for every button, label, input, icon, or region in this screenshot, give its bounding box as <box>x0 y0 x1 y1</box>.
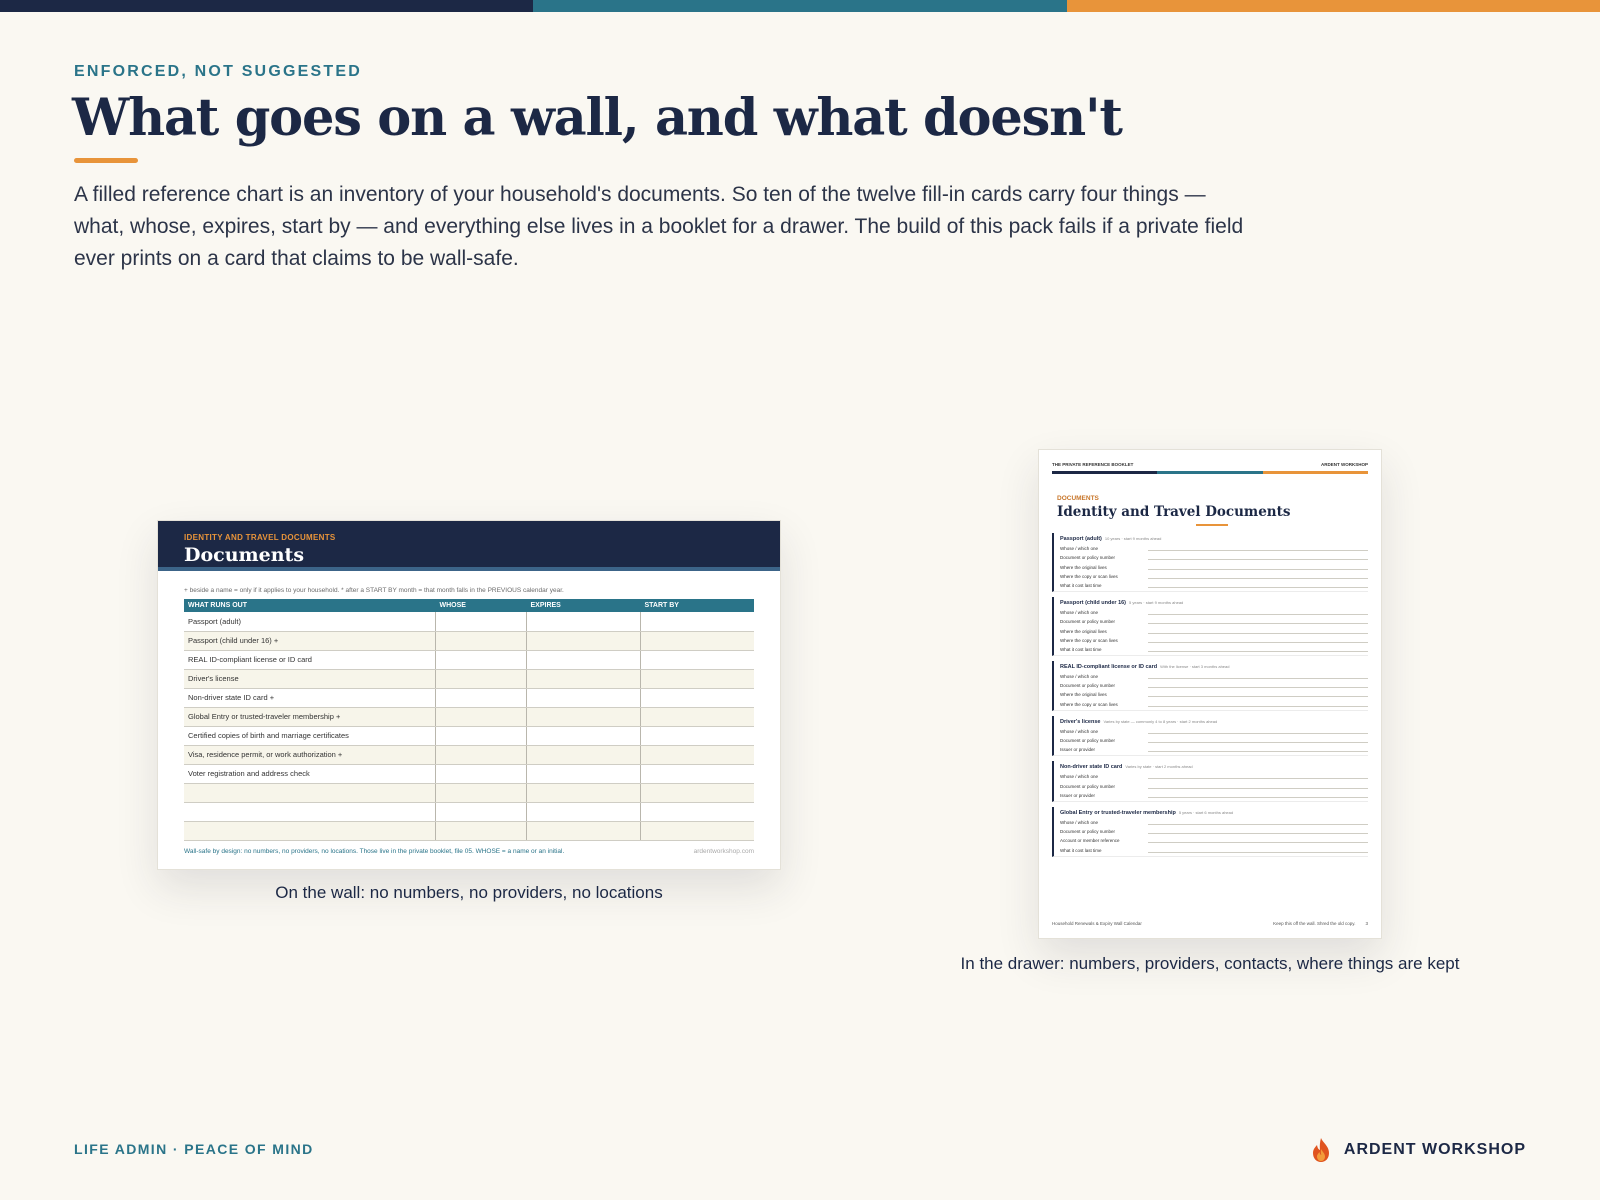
fill-in-cell <box>526 631 640 650</box>
booklet-field-label: Document or policy number <box>1060 829 1116 835</box>
flame-icon <box>1310 1137 1332 1163</box>
booklet-section-meta: 5 years · start 6 months ahead <box>1178 809 1234 815</box>
fill-in-cell <box>435 631 526 650</box>
fill-in-cell <box>640 726 754 745</box>
fill-in-cell <box>435 669 526 688</box>
booklet-field-row <box>1060 825 1368 834</box>
booklet-section <box>1052 761 1368 802</box>
fill-in-cell <box>640 631 754 650</box>
fill-in-cell <box>435 783 526 802</box>
row-label-cell: Non-driver state ID card + <box>184 688 435 707</box>
fill-in-cell <box>640 688 754 707</box>
booklet-field-line <box>1148 794 1368 798</box>
table-row <box>184 650 754 669</box>
booklet-field-label: Whose / which one <box>1060 546 1099 552</box>
booklet-field-label: Account or member reference <box>1060 838 1120 844</box>
fill-in-cell <box>640 821 754 840</box>
booklet-header <box>1039 450 1381 467</box>
booklet-header-left: THE PRIVATE REFERENCE BOOKLET <box>1052 462 1134 467</box>
booklet-field-row <box>1060 579 1368 588</box>
booklet-field-row <box>1060 779 1368 788</box>
row-label-cell: Visa, residence permit, or work authorization + <box>184 745 435 764</box>
booklet-field-line <box>1148 566 1368 570</box>
booklet-field-line <box>1148 611 1368 615</box>
booklet-field-row <box>1060 570 1368 579</box>
column-header: WHOSE <box>435 599 526 612</box>
fill-in-cell <box>526 650 640 669</box>
footer-brand-name: ARDENT WORKSHOP <box>1343 1141 1526 1158</box>
fill-in-cell <box>640 802 754 821</box>
booklet-field-row <box>1060 634 1368 643</box>
booklet-field-label: Document or policy number <box>1060 738 1116 743</box>
booklet-section <box>1052 716 1368 757</box>
row-label-cell: Passport (adult) <box>184 612 435 631</box>
footer-brand <box>1310 1137 1526 1163</box>
booklet-field-label: Document or policy number <box>1060 555 1116 561</box>
wall-card-table-body <box>184 612 754 840</box>
booklet-footer-left: Household Renewals & Expiry Wall Calendar <box>1052 921 1142 926</box>
table-row <box>184 669 754 688</box>
booklet-bar-orange <box>1263 471 1368 474</box>
fill-in-cell <box>435 764 526 783</box>
booklet-color-bar <box>1052 471 1368 474</box>
table-row <box>184 745 754 764</box>
booklet-bar-teal <box>1157 471 1262 474</box>
table-header-row <box>184 599 754 612</box>
booklet-field-line <box>1148 648 1368 652</box>
booklet-field-line <box>1148 703 1368 707</box>
wall-card-footer <box>184 848 754 855</box>
booklet-field-row <box>1060 770 1368 779</box>
table-row <box>184 688 754 707</box>
booklet-field-label: Issuer or provider <box>1060 792 1096 798</box>
booklet-field-label: Where the original lives <box>1060 564 1107 570</box>
booklet-field-row <box>1060 834 1368 843</box>
table-row <box>184 783 754 802</box>
booklet-field-row <box>1060 551 1368 560</box>
fill-in-cell <box>640 612 754 631</box>
booklet-section-meta: Varies by state — commonly 4 to 8 years · start 2 months ahead <box>1103 718 1218 724</box>
top-bar-teal <box>533 0 1066 12</box>
table-row <box>184 612 754 631</box>
booklet-field-label: Document or policy number <box>1060 683 1116 689</box>
booklet-section <box>1052 533 1368 592</box>
footer-tagline: LIFE ADMIN · PEACE OF MIND <box>74 1141 314 1157</box>
column-header: EXPIRES <box>526 599 640 612</box>
booklet-header-right: ARDENT WORKSHOP <box>1321 462 1368 467</box>
booklet-field-row <box>1060 670 1368 679</box>
booklet-field-label: Where the copy or scan lives <box>1060 637 1118 643</box>
booklet-field-label: Where the copy or scan lives <box>1060 701 1118 707</box>
booklet-field-line <box>1148 785 1368 789</box>
booklet-field-line <box>1148 584 1368 588</box>
booklet-field-row <box>1060 624 1368 633</box>
fill-in-cell <box>640 764 754 783</box>
booklet-field-line <box>1148 620 1368 624</box>
fill-in-cell <box>526 802 640 821</box>
wall-card-footer-note: Wall-safe by design: no numbers, no providers, no locations. Those live in the private booklet, file 05. WHOSE = a name or an initial. <box>184 848 565 855</box>
fill-in-cell <box>526 612 640 631</box>
booklet-section-title: Global Entry or trusted-traveler membership <box>1060 809 1176 816</box>
table-row <box>184 726 754 745</box>
row-label-cell: Driver's license <box>184 669 435 688</box>
booklet-field-row <box>1060 789 1368 798</box>
booklet-field-line <box>1148 748 1368 752</box>
booklet-footer <box>1052 921 1368 926</box>
row-label-cell: Global Entry or trusted-traveler membership + <box>184 707 435 726</box>
fill-in-cell <box>640 650 754 669</box>
table-row <box>184 802 754 821</box>
fill-in-cell <box>435 745 526 764</box>
title-underline <box>74 158 138 163</box>
booklet-field-line <box>1148 675 1368 679</box>
booklet-field-line <box>1148 684 1368 688</box>
wall-card-title: Documents <box>184 544 305 566</box>
booklet-field-row <box>1060 679 1368 688</box>
booklet-page-preview <box>1038 449 1382 939</box>
fill-in-cell <box>526 764 640 783</box>
column-header: WHAT RUNS OUT <box>184 599 435 612</box>
booklet-field-line <box>1148 630 1368 634</box>
fill-in-cell <box>640 745 754 764</box>
booklet-field-label: What it cost last time <box>1060 847 1102 853</box>
booklet-bar-navy <box>1052 471 1157 474</box>
booklet-section-meta: Varies by state · start 2 months ahead <box>1125 764 1193 770</box>
booklet-field-line <box>1148 639 1368 643</box>
wall-card-table <box>184 599 754 841</box>
fill-in-cell <box>640 669 754 688</box>
fill-in-cell <box>526 707 640 726</box>
wall-card-preview <box>157 520 781 870</box>
booklet-field-label: Whose / which one <box>1060 728 1099 734</box>
wall-card-caption: On the wall: no numbers, no providers, no locations <box>275 883 663 902</box>
fill-in-cell <box>435 612 526 631</box>
booklet-field-line <box>1148 830 1368 834</box>
row-label-cell: Passport (child under 16) + <box>184 631 435 650</box>
top-bar-navy <box>0 0 533 12</box>
wall-card-note: + beside a name = only if it applies to your household. * after a START BY month = that month falls in the PREVIOUS calendar year. <box>184 587 564 594</box>
booklet-section <box>1052 661 1368 711</box>
booklet-caption-text: In the drawer: numbers, providers, contacts, where things are kept <box>960 954 1460 973</box>
booklet-field-label: Document or policy number <box>1060 619 1116 625</box>
booklet-section <box>1052 597 1368 656</box>
fill-in-cell <box>435 707 526 726</box>
booklet-field-line <box>1148 556 1368 560</box>
booklet-title: Identity and Travel Documents <box>1057 504 1291 520</box>
fill-in-cell <box>640 707 754 726</box>
booklet-section-meta: 5 years · start 9 months ahead <box>1129 599 1184 605</box>
fill-in-cell <box>435 821 526 840</box>
fill-in-cell <box>435 726 526 745</box>
booklet-field-label: Document or policy number <box>1060 783 1116 789</box>
booklet-field-line <box>1148 821 1368 825</box>
booklet-field-row <box>1060 743 1368 752</box>
lede-paragraph: A filled reference chart is an inventory of your household's documents. So ten of the twelve fill-in cards carry four things — what, whose, expires, start by — and everything else lives in a booklet for a drawer. The build of this pack fails if a private field ever prints on a card that claims to be wall-safe. <box>74 183 1244 270</box>
fill-in-cell <box>526 821 640 840</box>
row-label-cell: Certified copies of birth and marriage certificates <box>184 726 435 745</box>
booklet-field-line <box>1148 739 1368 743</box>
booklet-field-line <box>1148 575 1368 579</box>
booklet-footer-right: Keep this off the wall. Shred the old copy. <box>1273 921 1356 926</box>
wall-card-eyebrow: IDENTITY AND TRAVEL DOCUMENTS <box>184 533 336 542</box>
wall-card-footer-site: ardentworkshop.com <box>693 848 754 855</box>
fill-in-cell <box>526 745 640 764</box>
booklet-field-line <box>1148 693 1368 697</box>
top-color-bar <box>0 0 1600 12</box>
fill-in-cell <box>435 688 526 707</box>
eyebrow: ENFORCED, NOT SUGGESTED <box>74 63 362 80</box>
booklet-field-row <box>1060 734 1368 743</box>
booklet-field-label: Where the original lives <box>1060 628 1107 634</box>
booklet-field-row <box>1060 615 1368 624</box>
booklet-field-row <box>1060 843 1368 852</box>
row-label-cell <box>184 821 435 840</box>
booklet-field-line <box>1148 839 1368 843</box>
top-bar-orange <box>1067 0 1600 12</box>
booklet-title-underline <box>1196 524 1228 526</box>
booklet-section-meta: With the license · start 3 months ahead <box>1160 663 1230 669</box>
booklet-field-label: Whose / which one <box>1060 819 1099 825</box>
fill-in-cell <box>435 802 526 821</box>
booklet-field-row <box>1060 697 1368 706</box>
booklet-section-title: Passport (adult) <box>1060 536 1102 542</box>
booklet-field-label: Whose / which one <box>1060 774 1099 780</box>
booklet-field-label: Whose / which one <box>1060 674 1099 680</box>
booklet-field-label: Where the original lives <box>1060 692 1107 698</box>
fill-in-cell <box>526 688 640 707</box>
booklet-caption <box>960 954 1460 974</box>
page-title: What goes on a wall, and what doesn't <box>72 88 1122 148</box>
booklet-field-row <box>1060 542 1368 551</box>
booklet-field-row <box>1060 688 1368 697</box>
booklet-field-label: Issuer or provider <box>1060 747 1096 753</box>
table-row <box>184 707 754 726</box>
booklet-eyebrow: DOCUMENTS <box>1057 495 1099 502</box>
wall-card-header <box>158 521 780 571</box>
booklet-section-title: REAL ID-compliant license or ID card <box>1060 663 1158 670</box>
booklet-field-line <box>1148 775 1368 779</box>
booklet-field-row <box>1060 606 1368 615</box>
fill-in-cell <box>435 650 526 669</box>
fill-in-cell <box>526 669 640 688</box>
booklet-field-row <box>1060 816 1368 825</box>
booklet-field-label: Whose / which one <box>1060 610 1099 616</box>
booklet-field-label: What it cost last time <box>1060 582 1102 588</box>
booklet-section-title: Non-driver state ID card <box>1060 764 1123 771</box>
table-row <box>184 821 754 840</box>
column-header: START BY <box>640 599 754 612</box>
row-label-cell: REAL ID-compliant license or ID card <box>184 650 435 669</box>
booklet-sections <box>1052 533 1368 857</box>
booklet-field-label: Where the copy or scan lives <box>1060 573 1118 579</box>
booklet-field-row <box>1060 560 1368 569</box>
booklet-field-line <box>1148 849 1368 853</box>
booklet-field-row <box>1060 725 1368 734</box>
booklet-section-title: Passport (child under 16) <box>1060 599 1127 606</box>
booklet-field-row <box>1060 643 1368 652</box>
booklet-section-title: Driver's license <box>1060 718 1101 725</box>
booklet-page-number: 3 <box>1365 921 1368 926</box>
fill-in-cell <box>526 726 640 745</box>
fill-in-cell <box>640 783 754 802</box>
row-label-cell: Voter registration and address check <box>184 764 435 783</box>
booklet-field-label: What it cost last time <box>1060 646 1102 652</box>
fill-in-cell <box>526 783 640 802</box>
booklet-field-line <box>1148 730 1368 734</box>
row-label-cell <box>184 802 435 821</box>
booklet-field-line <box>1148 547 1368 551</box>
row-label-cell <box>184 783 435 802</box>
booklet-section <box>1052 807 1368 857</box>
booklet-section-meta: 10 years · start 9 months ahead <box>1104 536 1162 541</box>
table-row <box>184 631 754 650</box>
table-row <box>184 764 754 783</box>
